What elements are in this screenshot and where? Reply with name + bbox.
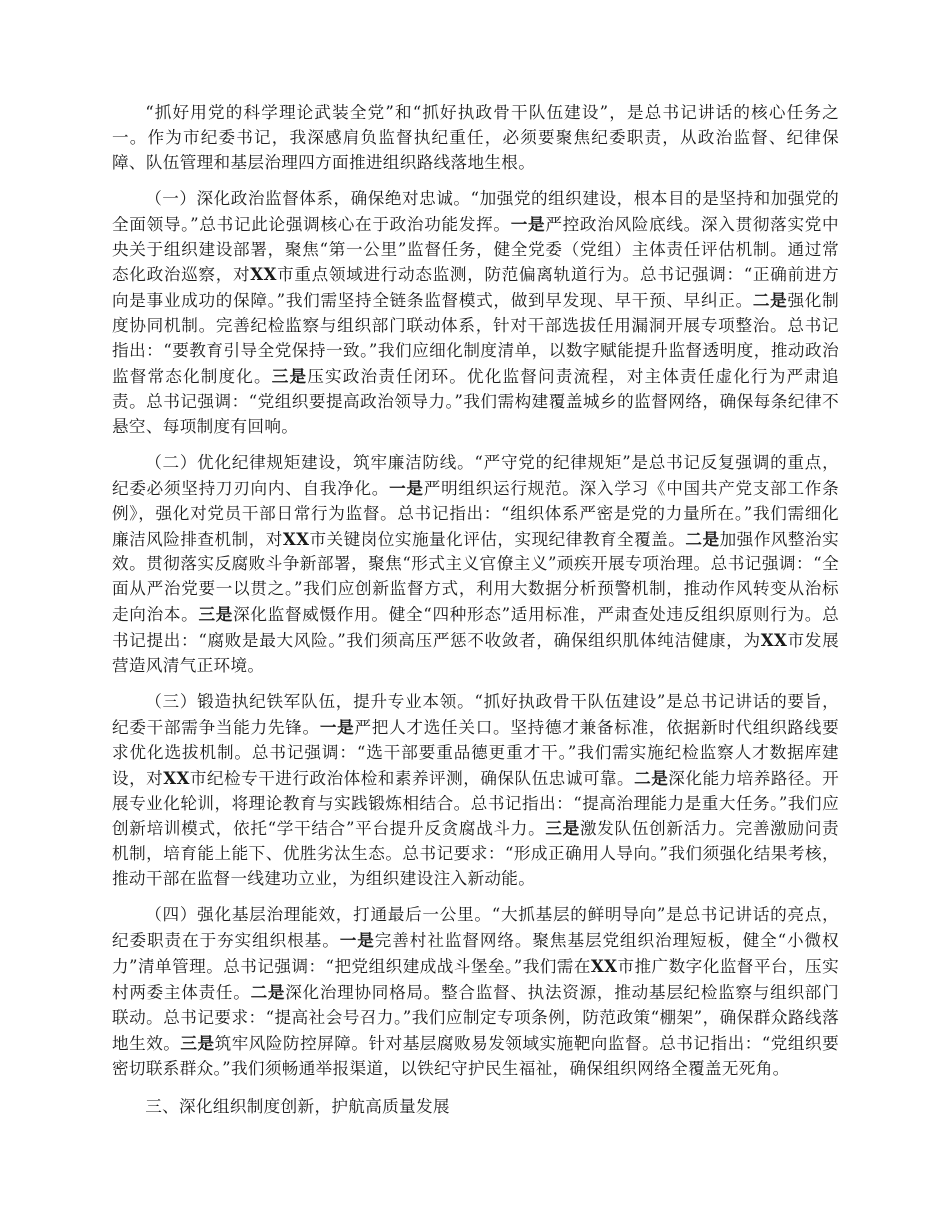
text-run: 市纪检专干进行政治体检和素养评测，确保队伍忠诚可靠。 bbox=[189, 768, 635, 788]
emphasis-run: 二是 bbox=[250, 981, 286, 1002]
section-two-paragraph bbox=[112, 451, 839, 679]
text-run: 市发展营造风清气正环境。 bbox=[112, 631, 839, 676]
emphasis-run: 二是 bbox=[685, 528, 720, 549]
text-run: 深化监督威慑作用。健全“四种形态”适用标准，严肃查处违反组织原则行为。总书记提出：“腐败是最大风险。”我们须高压严惩不收敛者，确保组织肌体纯洁健康，为 bbox=[112, 605, 839, 651]
emphasis-run: 三是 bbox=[198, 604, 234, 625]
emphasis-run: 三是 bbox=[545, 818, 580, 839]
text-run: 深化能力培养路径。开展专业化轮训，将理论教育与实践锻炼相结合。总书记指出：“提高治理能力是重大任务。”我们应创新培训模式，依托“学干结合”平台提升反贪腐战斗力。 bbox=[112, 768, 840, 839]
emphasis-run: 二是 bbox=[634, 767, 669, 788]
emphasis-run: 三是 bbox=[180, 1032, 215, 1053]
text-run: 筑牢风险防控屏障。针对基层腐败易发领域实施靶向监督。总书记指出：“党组织要密切联系群众。”我们须畅通举报渠道，以铁纪守护民生福祉，确保组织网络全覆盖无死角。 bbox=[112, 1033, 840, 1078]
emphasis-run: XX bbox=[760, 630, 788, 651]
section-one-paragraph bbox=[112, 187, 839, 440]
text-run: 市推广数字化监督平台，压实村两委主体责任。 bbox=[112, 957, 839, 1002]
text-run: 加强作风整治实效。贯彻落实反腐败斗争新部署，聚焦“形式主义官僚主义”顽疾开展专项治理。总书记强调：“全面从严治党要一以贯之。”我们应创新监督方式，利用大数据分析预警机制，推动作风转变从治标走向治本。 bbox=[112, 529, 840, 625]
emphasis-run: 一是 bbox=[389, 477, 424, 498]
emphasis-run: XX bbox=[163, 767, 190, 788]
text-run: 激发队伍创新活力。完善激励问责机制，培育能上能下、优胜劣汰生态。总书记要求：“形成正确用人导向。”我们须强化结果考核，推动干部在监督一线建功立业，为组织建设注入新动能。 bbox=[112, 819, 839, 889]
emphasis-run: XX bbox=[282, 528, 310, 549]
text-run: （四）强化基层治理能效，打通最后一公里。“大抓基层的鲜明导向”是总书记讲话的亮点，纪委职责在于夯实组织根基。 bbox=[112, 905, 839, 951]
text-run: （三）锻造执纪铁军队伍，提升专业本领。“抓好执政骨干队伍建设”是总书记讲话的要旨，纪委干部需争当能力先锋。 bbox=[112, 691, 839, 737]
emphasis-run: XX bbox=[590, 956, 618, 976]
section-four-paragraph bbox=[112, 903, 839, 1081]
text-run: 严控政治风险底线。深入贯彻落实党中央关于组织建设部署，聚焦“第一公里”监督任务，健全党委（党组）主体责任评估机制。通过常态化政治巡察，对 bbox=[112, 214, 839, 285]
text-run: 完善村社监督网络。聚焦基层党组织治理短板，健全“小微权力”清单管理。总书记强调：“把党组织建成战斗堡垒。”我们需在 bbox=[112, 931, 839, 976]
emphasis-run: 一是 bbox=[319, 716, 355, 737]
section-three-paragraph bbox=[112, 690, 839, 892]
emphasis-run: 一是 bbox=[510, 213, 546, 234]
text-run: （一）深化政治监督体系，确保绝对忠诚。“加强党的组织建设，根本目的是坚持和加强党的全面领导。”总书记此论强调核心在于政治功能发挥。 bbox=[112, 188, 839, 234]
text-run: 强化制度协同机制。完善纪检监察与组织部门联动体系，针对干部选拔任用漏洞开展专项整治。总书记指出：“要教育引导全党保持一致。”我们应细化制度清单，以数字赋能提升监督透明度，推动政治监督常态化制度化。 bbox=[112, 291, 840, 387]
emphasis-run: XX bbox=[250, 264, 277, 285]
emphasis-run: 三是 bbox=[271, 366, 308, 387]
intro-paragraph bbox=[112, 101, 839, 176]
text-run: 严把人才选任关口。坚持德才兼备标准，依据新时代组织路线要求优化选拔机制。总书记强调：“选干部要重品德更重才干。”我们需实施纪检监察人才数据库建设，对 bbox=[112, 717, 839, 788]
emphasis-run: 二是 bbox=[752, 290, 788, 311]
document-body bbox=[112, 101, 839, 1119]
text-run: 市关键岗位实施量化评估，实现纪律教育全覆盖。 bbox=[309, 529, 686, 549]
text-run: 深化治理协同格局。整合监督、执法资源，推动基层纪检监察与组织部门联动。总书记要求：“提高社会号召力。”我们应制定专项条例，防范政策“棚架”，确保群众路线落地生效。 bbox=[112, 982, 840, 1053]
text-run: 压实政治责任闭环。优化监督问责流程，对主体责任虚化行为严肃追责。总书记强调：“党组织要提高政治领导力。”我们需构建覆盖城乡的监督网络，确保每条纪律不悬空、每项制度有回响。 bbox=[112, 367, 839, 436]
text-run: （二）优化纪律规矩建设，筑牢廉洁防线。“严守党的纪律规矩”是总书记反复强调的重点，纪委必须坚持刀刃向内、自我净化。 bbox=[112, 452, 839, 498]
text-run: 市重点领域进行动态监测，防范偏离轨道行为。总书记强调：“正确前进方向是事业成功的保障。”我们需坚持全链条监督模式，做到早发现、早干预、早纠正。 bbox=[112, 265, 839, 311]
text-run: 三、深化组织制度创新，护航高质量发展 bbox=[145, 1096, 450, 1116]
text-run: “抓好用党的科学理论武装全党”和“抓好执政骨干队伍建设”，是总书记讲话的核心任务之一。作为市纪委书记，我深感肩负监督执纪重任，必须要聚焦纪委职责，从政治监督、纪律保障、队伍管理和基层治理四方面推进组织路线落地生根。 bbox=[112, 103, 839, 172]
emphasis-run: 一是 bbox=[339, 930, 375, 951]
text-run: 严明组织运行规范。深入学习《中国共产党支部工作条例》，强化对党员干部日常行为监督。总书记指出：“组织体系严密是党的力量所在。”我们需细化廉洁风险排查机制，对 bbox=[112, 478, 840, 549]
section-heading-three bbox=[112, 1095, 839, 1120]
